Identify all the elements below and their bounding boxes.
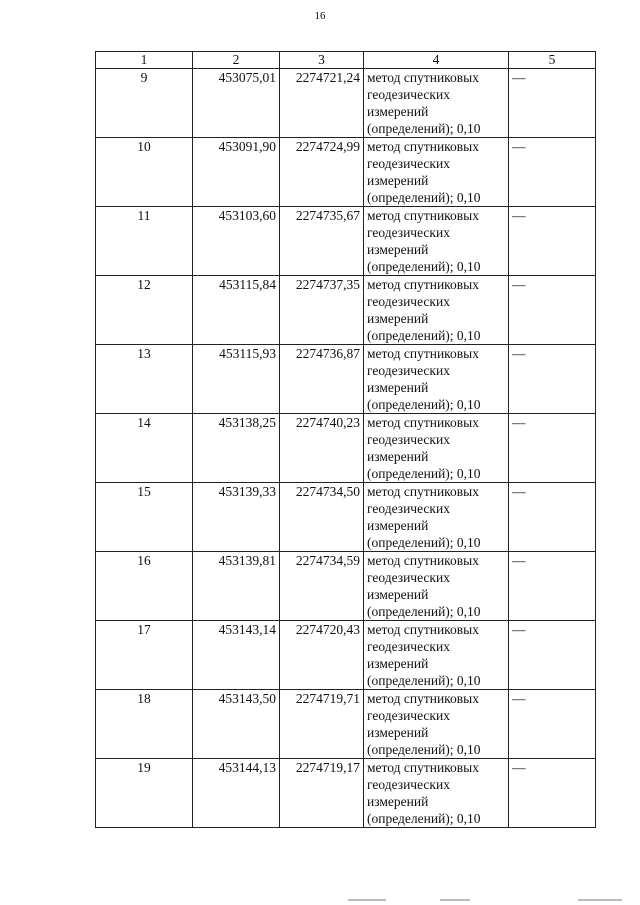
table-body (96, 69, 596, 828)
y-coordinate-cell: 2274721,24 (280, 69, 364, 138)
header-col-3: 3 (280, 52, 364, 69)
note-cell: — (509, 207, 596, 276)
y-coordinate-cell: 2274719,71 (280, 690, 364, 759)
x-coordinate-cell: 453091,90 (193, 138, 280, 207)
point-number-cell: 15 (96, 483, 193, 552)
table-row (96, 552, 596, 621)
table-row (96, 345, 596, 414)
table-row (96, 69, 596, 138)
x-coordinate-cell: 453144,13 (193, 759, 280, 828)
table-row (96, 414, 596, 483)
table-row (96, 690, 596, 759)
point-number-cell: 18 (96, 690, 193, 759)
point-number-cell: 10 (96, 138, 193, 207)
note-cell: — (509, 759, 596, 828)
method-cell: метод спутниковых геодезических измерений (определений); 0,10 (364, 207, 509, 276)
point-number-cell: 12 (96, 276, 193, 345)
method-cell: метод спутниковых геодезических измерений (определений); 0,10 (364, 276, 509, 345)
x-coordinate-cell: 453103,60 (193, 207, 280, 276)
table-row (96, 207, 596, 276)
method-cell: метод спутниковых геодезических измерений (определений); 0,10 (364, 621, 509, 690)
coordinates-table (95, 51, 596, 828)
x-coordinate-cell: 453115,84 (193, 276, 280, 345)
table-row (96, 276, 596, 345)
point-number-cell: 19 (96, 759, 193, 828)
x-coordinate-cell: 453138,25 (193, 414, 280, 483)
point-number-cell: 17 (96, 621, 193, 690)
point-number-cell: 14 (96, 414, 193, 483)
header-col-1: 1 (96, 52, 193, 69)
x-coordinate-cell: 453139,81 (193, 552, 280, 621)
table-row (96, 138, 596, 207)
method-cell: метод спутниковых геодезических измерений (определений); 0,10 (364, 69, 509, 138)
x-coordinate-cell: 453143,50 (193, 690, 280, 759)
point-number-cell: 9 (96, 69, 193, 138)
y-coordinate-cell: 2274736,87 (280, 345, 364, 414)
method-cell: метод спутниковых геодезических измерений (определений); 0,10 (364, 690, 509, 759)
x-coordinate-cell: 453139,33 (193, 483, 280, 552)
y-coordinate-cell: 2274735,67 (280, 207, 364, 276)
method-cell: метод спутниковых геодезических измерений (определений); 0,10 (364, 552, 509, 621)
y-coordinate-cell: 2274720,43 (280, 621, 364, 690)
method-cell: метод спутниковых геодезических измерений (определений); 0,10 (364, 414, 509, 483)
header-row (96, 52, 596, 69)
note-cell: — (509, 690, 596, 759)
point-number-cell: 16 (96, 552, 193, 621)
note-cell: — (509, 345, 596, 414)
note-cell: — (509, 621, 596, 690)
x-coordinate-cell: 453115,93 (193, 345, 280, 414)
header-col-5: 5 (509, 52, 596, 69)
y-coordinate-cell: 2274719,17 (280, 759, 364, 828)
scan-artifact (340, 899, 630, 902)
table-row (96, 483, 596, 552)
method-cell: метод спутниковых геодезических измерений (определений); 0,10 (364, 138, 509, 207)
note-cell: — (509, 552, 596, 621)
header-col-4: 4 (364, 52, 509, 69)
x-coordinate-cell: 453143,14 (193, 621, 280, 690)
y-coordinate-cell: 2274734,59 (280, 552, 364, 621)
method-cell: метод спутниковых геодезических измерений (определений); 0,10 (364, 345, 509, 414)
note-cell: — (509, 483, 596, 552)
page-number: 16 (314, 10, 326, 22)
point-number-cell: 13 (96, 345, 193, 414)
y-coordinate-cell: 2274734,50 (280, 483, 364, 552)
method-cell: метод спутниковых геодезических измерений (определений); 0,10 (364, 759, 509, 828)
note-cell: — (509, 138, 596, 207)
note-cell: — (509, 276, 596, 345)
x-coordinate-cell: 453075,01 (193, 69, 280, 138)
note-cell: — (509, 414, 596, 483)
point-number-cell: 11 (96, 207, 193, 276)
y-coordinate-cell: 2274740,23 (280, 414, 364, 483)
table-row (96, 621, 596, 690)
y-coordinate-cell: 2274724,99 (280, 138, 364, 207)
header-col-2: 2 (193, 52, 280, 69)
table-row (96, 759, 596, 828)
method-cell: метод спутниковых геодезических измерений (определений); 0,10 (364, 483, 509, 552)
y-coordinate-cell: 2274737,35 (280, 276, 364, 345)
note-cell: — (509, 69, 596, 138)
